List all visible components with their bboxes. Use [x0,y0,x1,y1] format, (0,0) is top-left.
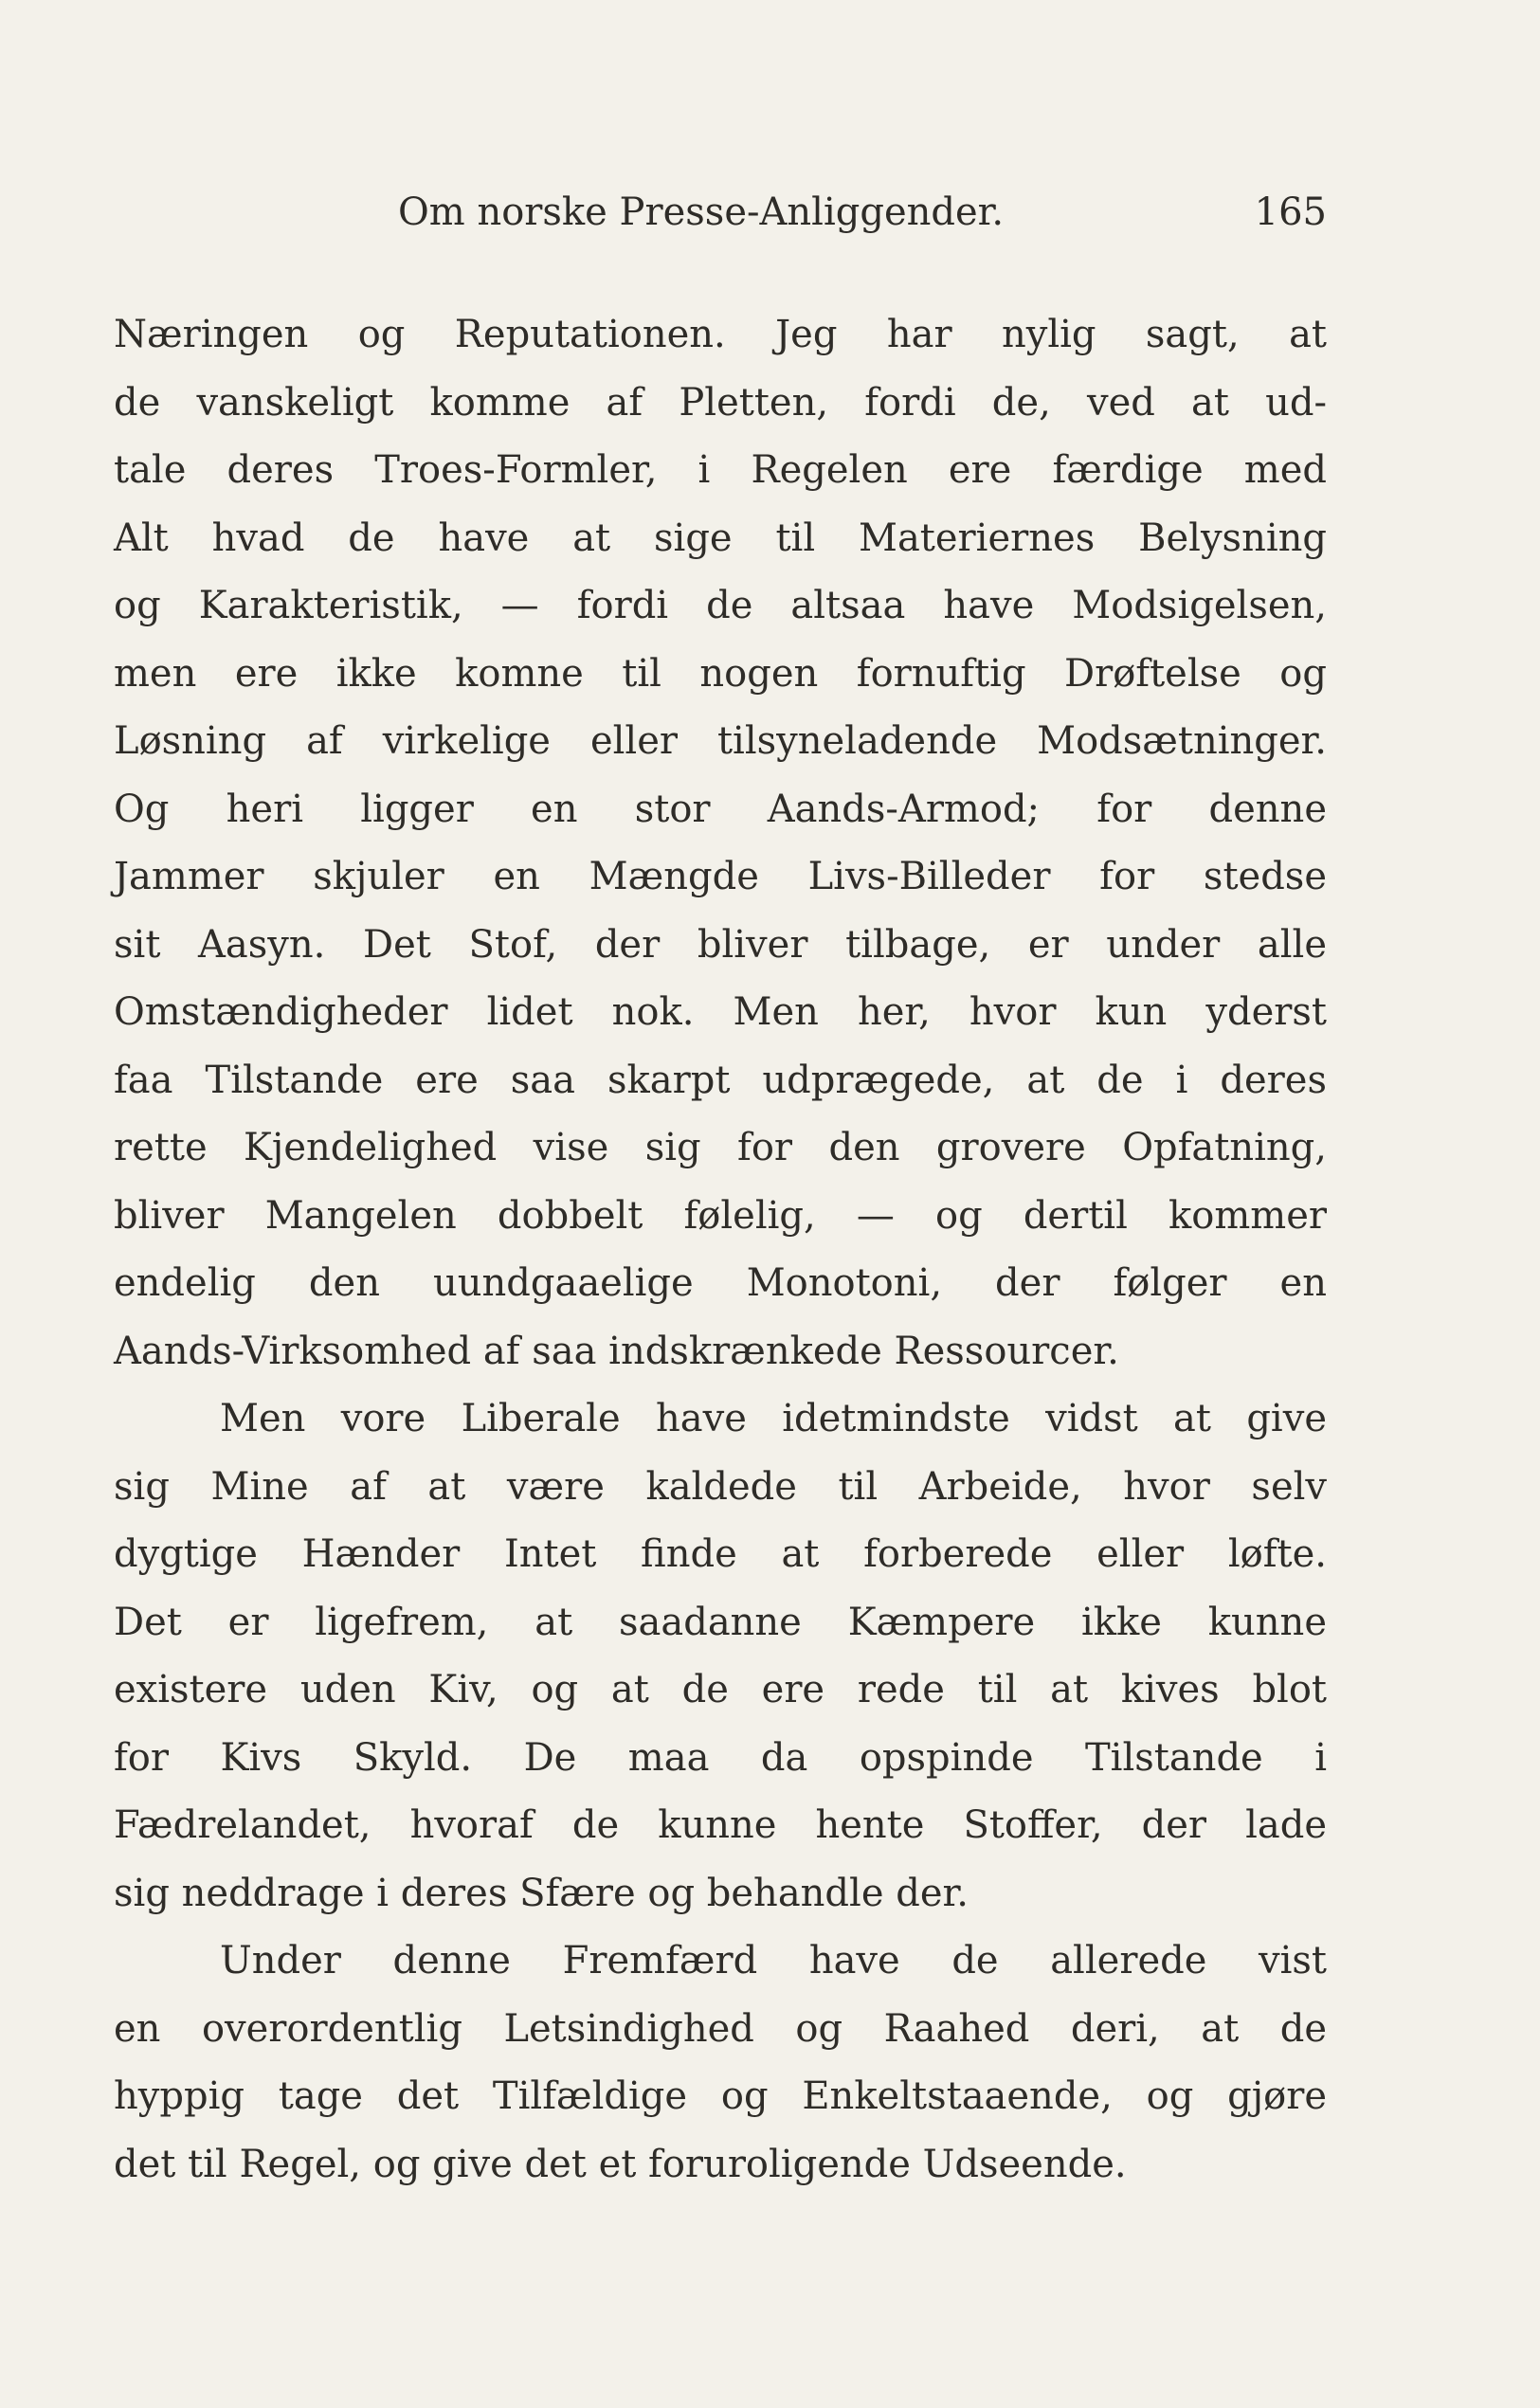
text-line: en overordentlig Letsindighed og Raahed deri, at de [114,2006,1327,2051]
text-line: Og heri ligger en stor Aands-Armod; for denne [114,787,1327,831]
running-head [114,186,1327,239]
page-number: 165 [1254,190,1327,234]
paragraph-first-line: Under denne Fremfærd have de allerede vist [220,1939,1327,1983]
paragraph-first-line: Men vore Liberale have idetmindste vidst at give [220,1397,1327,1440]
text-line: og Karakteristik, — fordi de altsaa have Modsigelsen, [114,584,1327,627]
text-line: men ere ikke komne til nogen fornuftig Drøftelse og [114,651,1327,696]
text-line: Omstændigheder lidet nok. Men her, hvor kun yderst [114,990,1327,1034]
text-line: Aands-Virksomhed af saa indskrænkede Ressourcer. [114,1329,1119,1373]
text-line: Fædrelandet, hvoraf de kunne hente Stoffer, der lade [114,1803,1327,1847]
text-line: sig Mine af at være kaldede til Arbeide, hvor selv [114,1464,1327,1509]
text-line: endelig den uundgaaelige Monotoni, der følger en [114,1261,1327,1305]
text-line: for Kivs Skyld. De maa da opspinde Tilstande i [114,1735,1327,1780]
text-line: bliver Mangelen dobbelt følelig, — og dertil kommer [114,1193,1327,1238]
text-line: sig neddrage i deres Sfære og behandle der. [114,1871,969,1915]
body-text [114,301,1327,2199]
text-line: Jammer skjuler en Mængde Livs-Billeder for stedse [114,855,1327,898]
text-line: det til Regel, og give det et foruroligende Udseende. [114,2142,1127,2186]
running-title: Om norske Presse-Anliggender. [398,190,1005,234]
text-line: de vanskeligt komme af Pletten, fordi de, ved at ud- [114,380,1327,425]
text-line: Alt hvad de have at sige til Materiernes Belysning [114,516,1327,560]
text-line: faa Tilstande ere saa skarpt udprægede, at de i deres [114,1058,1327,1102]
text-line: Næringen og Reputationen. Jeg har nylig sagt, at [114,313,1327,356]
text-line: Løsning af virkelige eller tilsyneladende Modsætninger. [114,719,1327,763]
text-line: Det er ligefrem, at saadanne Kæmpere ikke kunne [114,1600,1327,1644]
text-line: existere uden Kiv, og at de ere rede til at kives blot [114,1668,1327,1711]
text-line: hyppig tage det Tilfældige og Enkeltstaaende, og gjøre [114,2074,1327,2118]
text-line: rette Kjendelighed vise sig for den grovere Opfatning, [114,1126,1327,1169]
text-line: dygtige Hænder Intet finde at forberede eller løfte. [114,1532,1327,1576]
text-line: tale deres Troes-Formler, i Regelen ere færdige med [114,448,1327,492]
text-line: sit Aasyn. Det Stof, der bliver tilbage, er under alle [114,922,1327,967]
